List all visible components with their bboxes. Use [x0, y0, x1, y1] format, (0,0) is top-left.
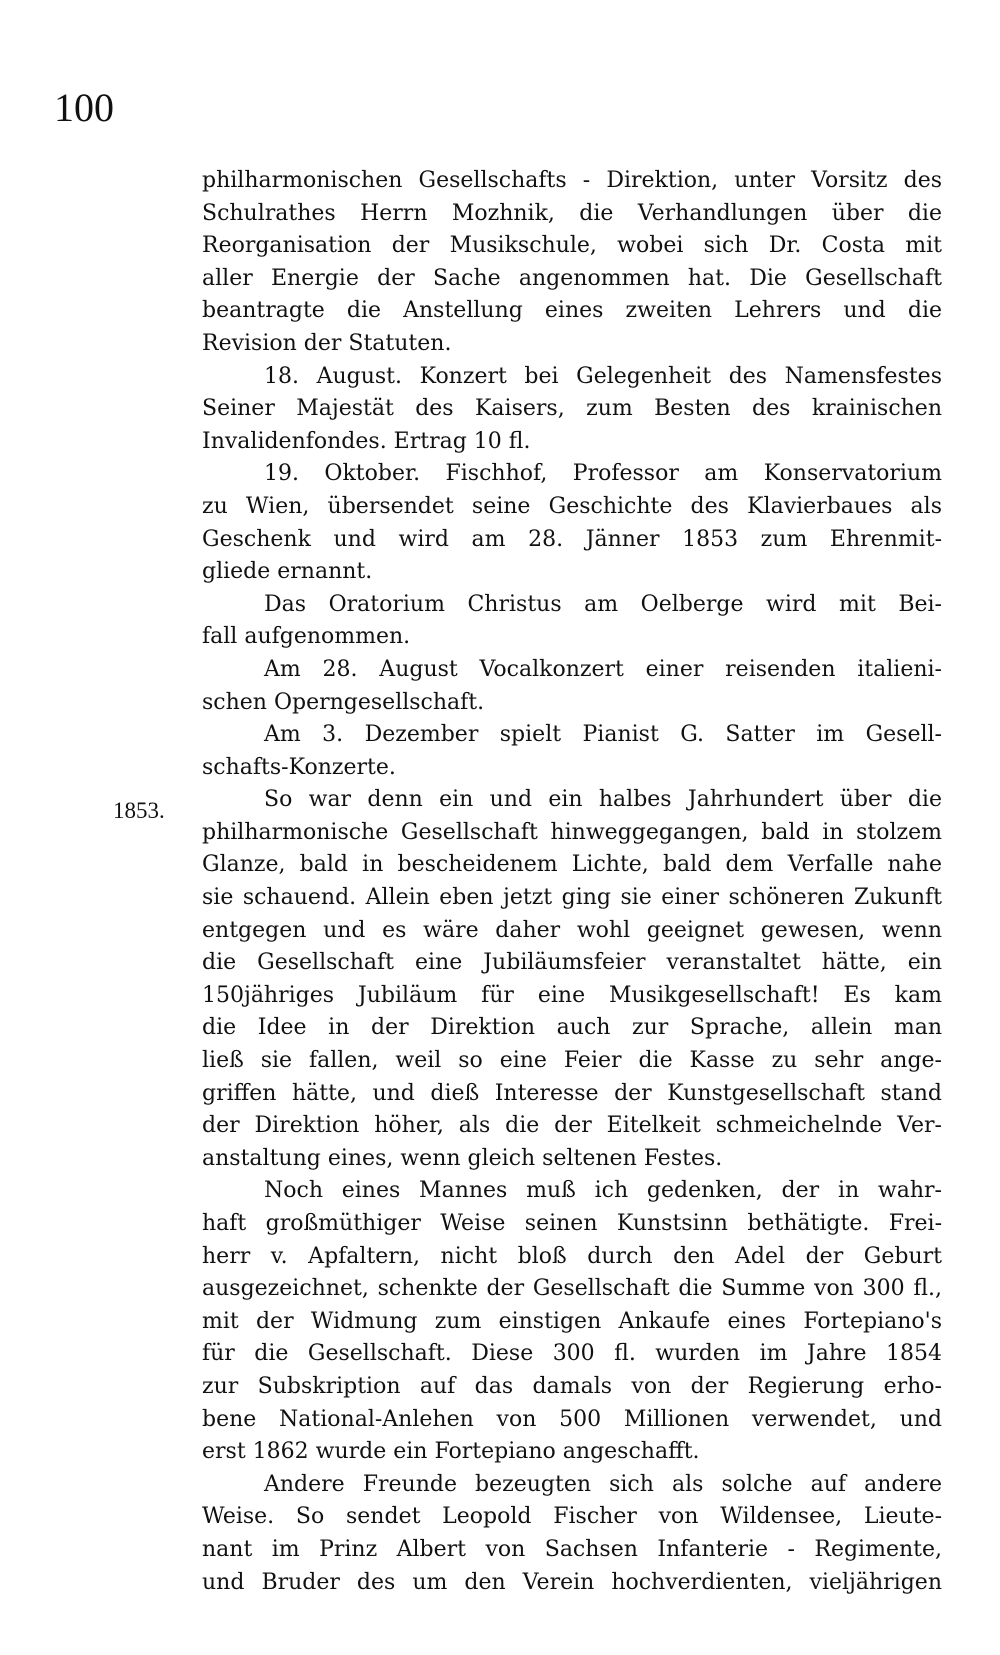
text-line: aller Energie der Sache angenommen hat. Die Gesellschaft	[202, 265, 942, 291]
text-line: mit der Widmung zum einstigen Ankaufe eines Fortepiano's	[202, 1308, 942, 1334]
text-line: der Direktion höher, als die der Eitelkeit schmeichelnde Ver-	[202, 1113, 942, 1139]
text-line: schafts-Konzerte.	[202, 754, 396, 780]
text-line: die Idee in der Direktion auch zur Sprache, allein man	[202, 1015, 942, 1041]
text-line: 18. August. Konzert bei Gelegenheit des Namensfestes	[264, 363, 942, 389]
text-line: Revision der Statuten.	[202, 330, 452, 356]
text-line: gliede ernannt.	[202, 559, 373, 585]
text-line: Invalidenfondes. Ertrag 10 fl.	[202, 428, 531, 454]
text-line: Reorganisation der Musikschule, wobei sich Dr. Costa mit	[202, 233, 942, 259]
text-line: ließ sie fallen, weil so eine Feier die Kasse zu sehr ange-	[202, 1048, 942, 1074]
text-line: schen Operngesellschaft.	[202, 689, 485, 715]
text-line: haft großmüthiger Weise seinen Kunstsinn bethätigte. Frei-	[202, 1211, 942, 1236]
body-text	[202, 165, 942, 1599]
text-line: So war denn ein und ein halbes Jahrhundert über die	[264, 787, 942, 813]
text-line: entgegen und es wäre daher wohl geeignet gewesen, wenn	[202, 917, 942, 943]
text-line: philharmonische Gesellschaft hinweggegangen, bald in stolzem	[202, 819, 942, 845]
text-line: Am 28. August Vocalkonzert einer reisenden italieni-	[264, 656, 942, 682]
text-line: und Bruder des um den Verein hochverdienten, vieljährigen	[202, 1569, 942, 1595]
text-line: für die Gesellschaft. Diese 300 fl. wurden im Jahre 1854	[202, 1341, 942, 1367]
text-line: ausgezeichnet, schenkte der Gesellschaft die Summe von 300 fl.,	[202, 1276, 942, 1302]
page-number: 100	[54, 85, 114, 130]
text-line: Schulrathes Herrn Mozhnik, die Verhandlungen über die	[202, 200, 942, 226]
text-line: anstaltung eines, wenn gleich seltenen Festes.	[202, 1145, 723, 1171]
text-line: erst 1862 wurde ein Fortepiano angeschafft.	[202, 1439, 700, 1465]
margin-year-note: 1853.	[113, 798, 165, 823]
text-line: Das Oratorium Christus am Oelberge wird mit Bei-	[264, 591, 942, 617]
text-line: Andere Freunde bezeugten sich als solche auf andere	[264, 1471, 942, 1497]
text-line: Geschenk und wird am 28. Jänner 1853 zum Ehrenmit-	[202, 526, 942, 552]
text-line: zur Subskription auf das damals von der Regierung erho-	[202, 1373, 942, 1399]
text-line: beantragte die Anstellung eines zweiten Lehrers und die	[202, 298, 942, 324]
text-line: 19. Oktober. Fischhof, Professor am Konservatorium	[264, 461, 942, 487]
text-line: philharmonischen Gesellschafts - Direktion, unter Vorsitz des	[202, 168, 942, 193]
text-line: die Gesellschaft eine Jubiläumsfeier veranstaltet hätte, ein	[202, 950, 942, 976]
text-line: Glanze, bald in bescheidenem Lichte, bald dem Verfalle nahe	[202, 852, 942, 878]
text-line: sie schauend. Allein eben jetzt ging sie einer schöneren Zukunft	[202, 885, 942, 911]
text-line: griffen hätte, und dieß Interesse der Kunstgesellschaft stand	[202, 1080, 942, 1106]
text-line: herr v. Apfaltern, nicht bloß durch den Adel der Geburt	[202, 1243, 942, 1269]
text-line: Weise. So sendet Leopold Fischer von Wildensee, Lieute-	[202, 1504, 942, 1530]
text-line: Noch eines Mannes muß ich gedenken, der in wahr-	[264, 1178, 942, 1204]
text-line: Am 3. Dezember spielt Pianist G. Satter im Gesell-	[264, 722, 942, 748]
text-line: Seiner Majestät des Kaisers, zum Besten des krainischen	[202, 396, 942, 422]
text-line: bene National-Anlehen von 500 Millionen verwendet, und	[202, 1406, 942, 1432]
text-line: 150jähriges Jubiläum für eine Musikgesellschaft! Es kam	[202, 982, 942, 1008]
text-line: zu Wien, übersendet seine Geschichte des Klavierbaues als	[202, 493, 942, 519]
text-line: nant im Prinz Albert von Sachsen Infanterie - Regimente,	[202, 1536, 942, 1562]
text-line: fall aufgenommen.	[202, 624, 411, 650]
